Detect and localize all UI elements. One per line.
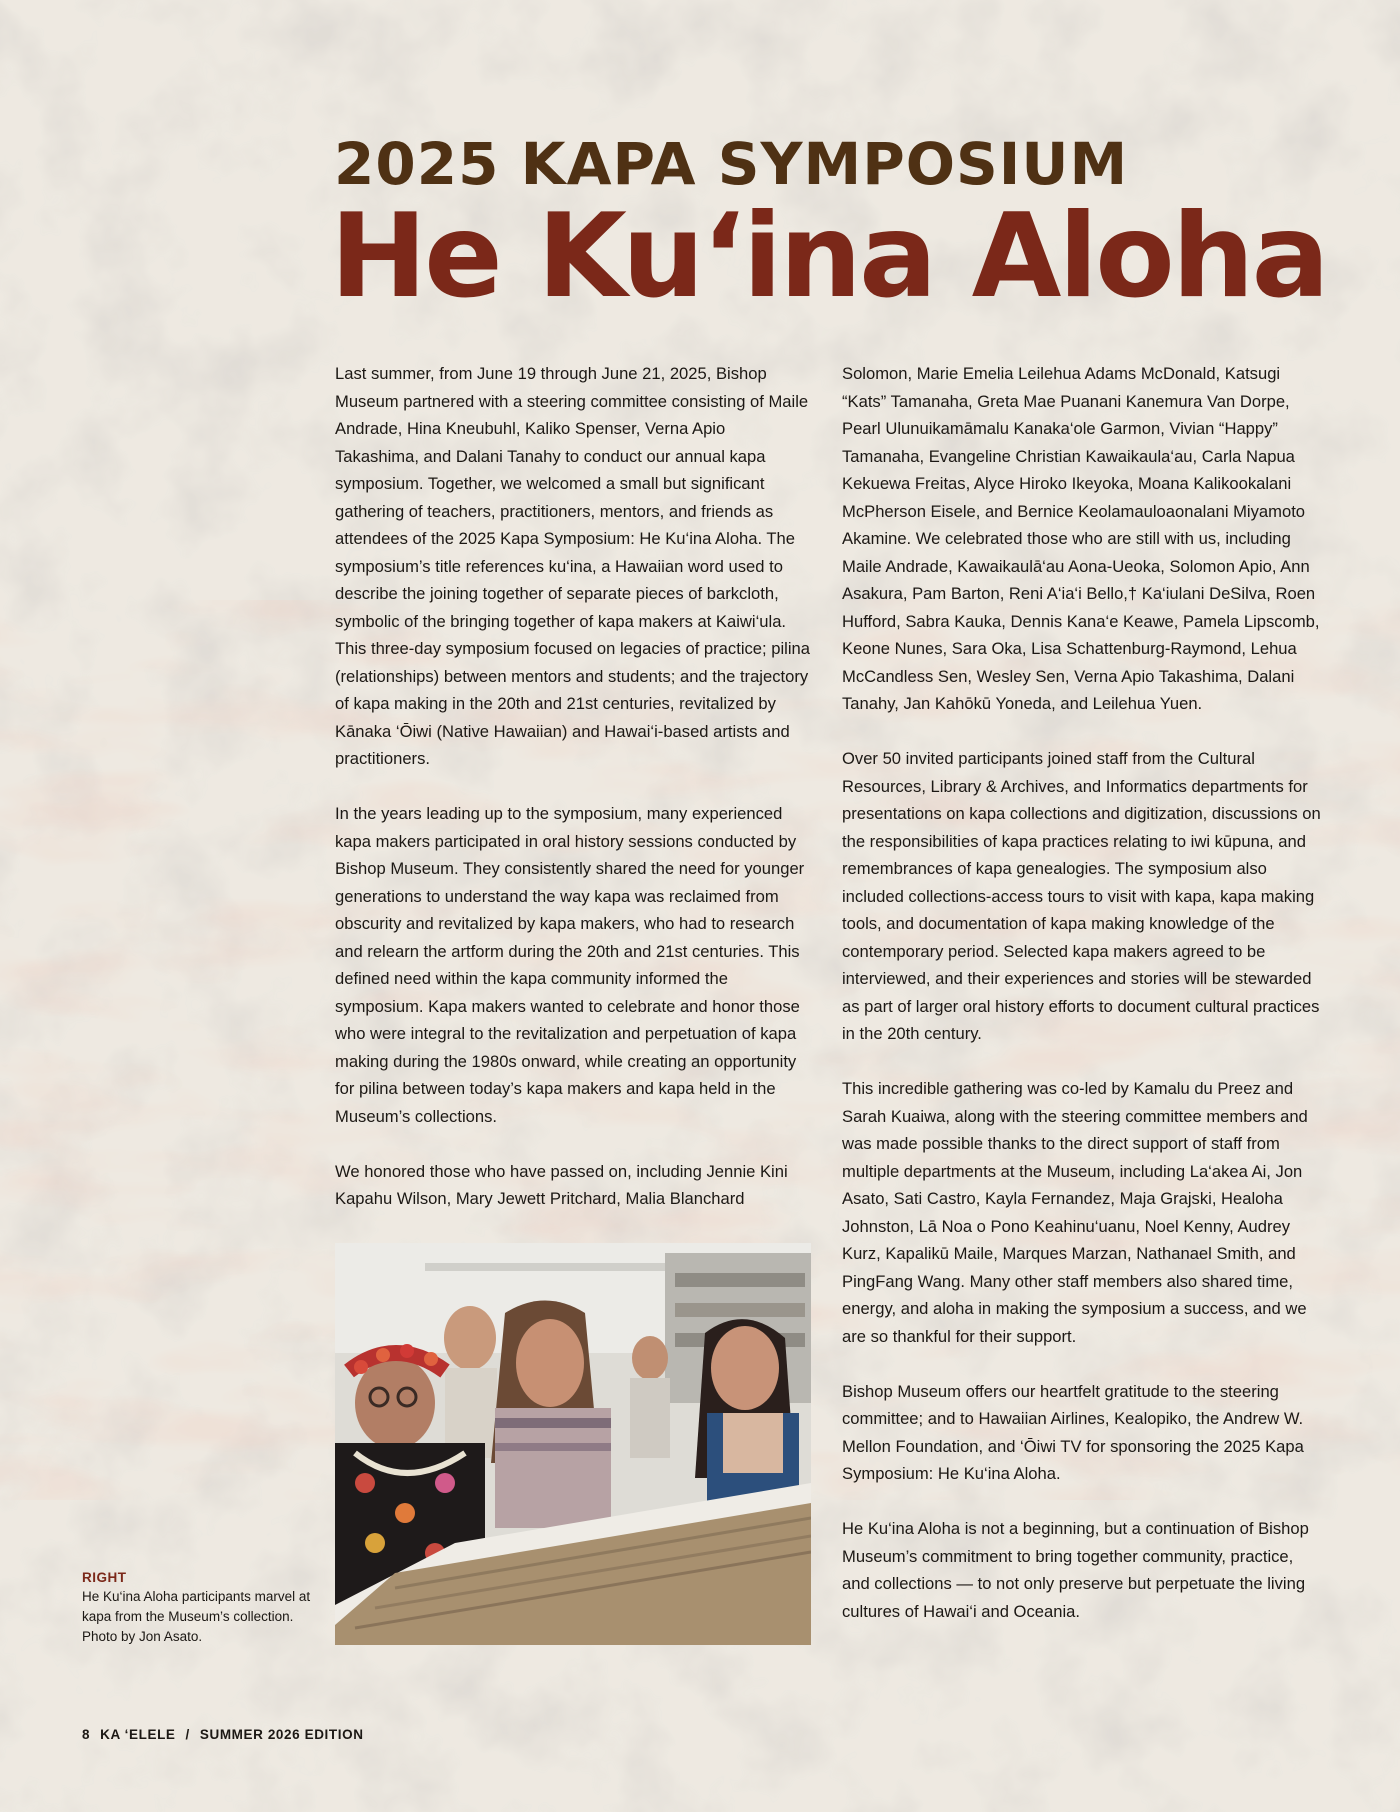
- caption-label: RIGHT: [82, 1570, 127, 1585]
- section-kicker: 2025 KAPA SYMPOSIUM: [334, 130, 1129, 198]
- article-paragraph: He Ku‘ina Aloha is not a beginning, but a continuation of Bishop Museum’s commitment to bring together community, practice, and collections — to not only preserve but perpetuate the living cultures of Hawai‘i and Oceania.: [842, 1519, 1309, 1621]
- article-column-right: [842, 360, 1322, 1653]
- article-paragraph: We honored those who have passed on, including Jennie Kini Kapahu Wilson, Mary Jewett Pritchard, Malia Blanchard: [335, 1161, 788, 1208]
- publication-name: KA ‘ELELE: [100, 1727, 176, 1742]
- caption-text: He Ku‘ina Aloha participants marvel at kapa from the Museum’s collection. Photo by Jon Asato.: [82, 1589, 311, 1644]
- article-title: He Ku‘ina Aloha: [330, 189, 1327, 324]
- symposium-photo: [335, 1243, 811, 1645]
- photo-caption: [82, 1570, 312, 1647]
- edition-label: SUMMER 2026 EDITION: [199, 1727, 364, 1742]
- page-footer: [82, 1727, 374, 1742]
- page-number: 8: [82, 1727, 91, 1742]
- article-paragraph: Bishop Museum offers our heartfelt gratitude to the steering committee; and to Hawaiian Airlines, Kealopiko, the Andrew W. Mellon Foundation, and ‘Ōiwi TV for sponsoring the 2025 Kapa Symposium: He Ku‘ina Aloha.: [842, 1381, 1304, 1483]
- article-paragraph: Solomon, Marie Emelia Leilehua Adams McDonald, Katsugi “Kats” Tamanaha, Greta Mae Puanani Kanemura Van Dorpe, Pearl Ulunuikamāmalu Kanaka‘ole Garmon, Vivian “Happy” Tamanaha, Evangeline Christian Kawaikaula‘au, Carla Napua Kekuewa Freitas, Alyce Hiroko Ikeyoka, Moana Kalikookalani McPherson Eisele, and Bernice Keolamauloaonalani Miyamoto Akamine. We celebrated those who are still with us, including Maile Andrade, Kawaikaulā‘au Aona-Ueoka, Solomon Apio, Ann Asakura, Pam Barton, Reni A‘ia‘i Bello,† Ka‘iulani DeSilva, Roen Hufford, Sabra Kauka, Dennis Kana‘e Keawe, Pamela Lipscomb, Keone Nunes, Sara Oka, Lisa Schattenburg-Raymond, Lehua McCandless Sen, Wesley Sen, Verna Apio Takashima, Dalani Tanahy, Jan Kahōkū Yoneda, and Leilehua Yuen.: [842, 364, 1320, 713]
- article-paragraph: Over 50 invited participants joined staff from the Cultural Resources, Library & Archives, and Informatics departments for presentations on kapa collections and digitization, discussions on the responsibilities of kapa practices relating to iwi kūpuna, and remembrances of kapa genealogies. The symposium also included collections-access tours to visit with kapa, kapa making tools, and documentation of kapa making knowledge of the contemporary period. Selected kapa makers agreed to be interviewed, and their experiences and stories will be stewarded as part of larger oral history efforts to document cultural practices in the 20th century.: [842, 749, 1321, 1043]
- article-paragraph: This incredible gathering was co-led by Kamalu du Preez and Sarah Kuaiwa, along with the steering committee members and was made possible thanks to the direct support of staff from multiple departments at the Museum, including La‘akea Ai, Jon Asato, Sati Castro, Kayla Fernandez, Maja Grajski, Healoha Johnston, Lā Noa o Pono Keahinu‘uanu, Noel Kenny, Audrey Kurz, Kapalikū Maile, Marques Marzan, Nathanael Smith, and PingFang Wang. Many other staff members also shared time, energy, and aloha in making the symposium a success, and we are so thankful for their support.: [842, 1079, 1308, 1346]
- article-paragraph: In the years leading up to the symposium, many experienced kapa makers participated in oral history sessions conducted by Bishop Museum. They consistently shared the need for younger generations to understand the way kapa was reclaimed from obscurity and revitalized by kapa makers, who had to research and relearn the artform during the 20th and 21st centuries. This defined need within the kapa community informed the symposium. Kapa makers wanted to celebrate and honor those who were integral to the revitalization and perpetuation of kapa making during the 1980s onward, while creating an opportunity for pilina between today’s kapa makers and kapa held in the Museum’s collections.: [335, 804, 805, 1126]
- article-column-left: [335, 360, 811, 1240]
- article-paragraph: Last summer, from June 19 through June 21, 2025, Bishop Museum partnered with a steering committee consisting of Maile Andrade, Hina Kneubuhl, Kaliko Spenser, Verna Apio Takashima, and Dalani Tanahy to conduct our annual kapa symposium. Together, we welcomed a small but significant gathering of teachers, practitioners, mentors, and friends as attendees of the 2025 Kapa Symposium: He Ku‘ina Aloha. The symposium’s title references ku‘ina, a Hawaiian word used to describe the joining together of separate pieces of barkcloth, symbolic of the bringing together of kapa makers at Kaiwi‘ula. This three-day symposium focused on legacies of practice; pilina (relationships) between mentors and students; and the trajectory of kapa making in the 20th and 21st centuries, revitalized by Kānaka ‘Ōiwi (Native Hawaiian) and Hawai‘i-based artists and practitioners.: [335, 364, 810, 768]
- footer-separator: /: [185, 1727, 190, 1742]
